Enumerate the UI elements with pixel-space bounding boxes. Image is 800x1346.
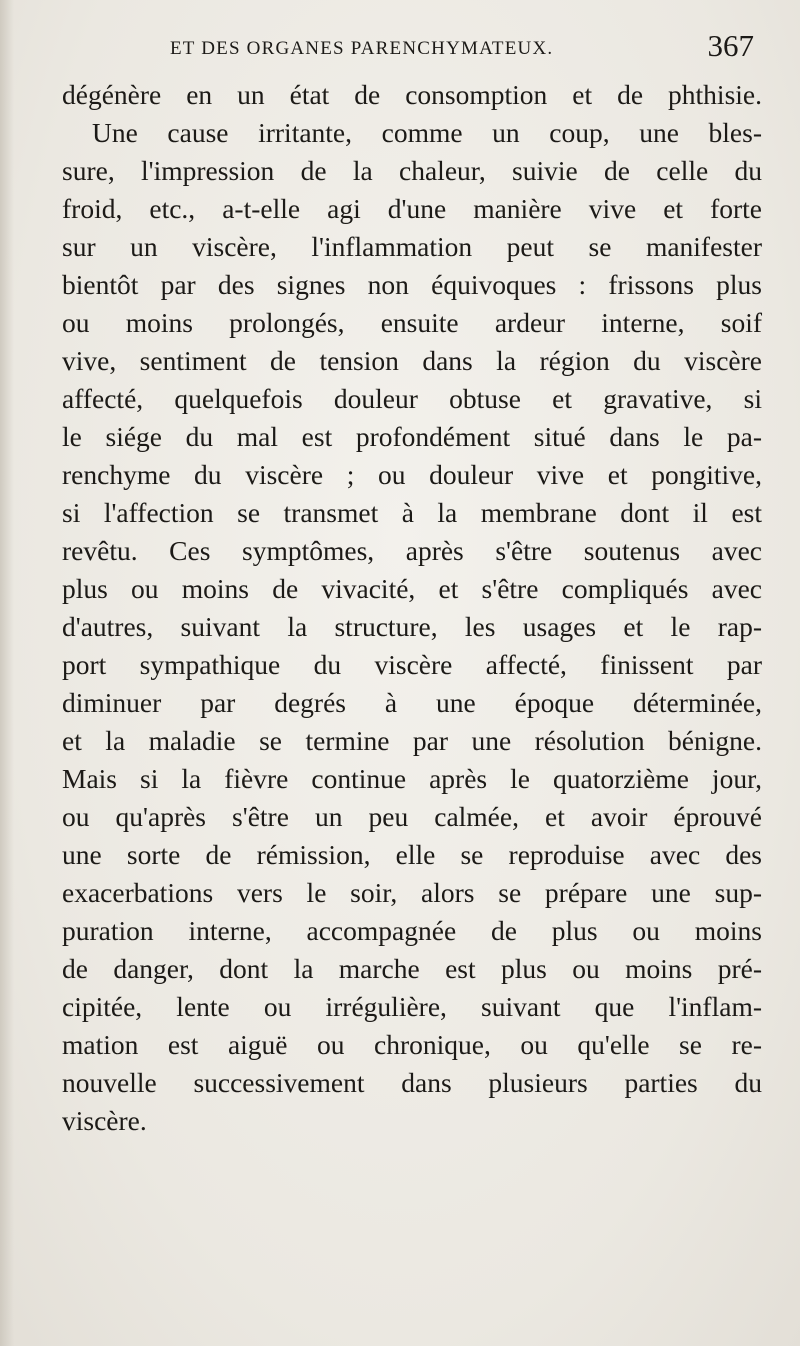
body-text — [62, 76, 762, 1140]
text-line: diminuer par degrés à une époque déterminée, — [62, 687, 762, 718]
text-line: cipitée, lente ou irrégulière, suivant que l'inflam- — [62, 991, 762, 1022]
text-line: exacerbations vers le soir, alors se prépare une sup- — [62, 877, 762, 908]
text-line: froid, etc., a-t-elle agi d'une manière vive et forte — [62, 193, 762, 224]
text-line: vive, sentiment de tension dans la région du viscère — [62, 345, 762, 376]
text-line: si l'affection se transmet à la membrane dont il est — [62, 497, 762, 528]
text-line: mation est aiguë ou chronique, ou qu'elle se re- — [62, 1029, 762, 1060]
text-line: port sympathique du viscère affecté, finissent par — [62, 649, 762, 680]
text-line: Mais si la fièvre continue après le quatorzième jour, — [62, 763, 762, 794]
text-line: sure, l'impression de la chaleur, suivie de celle du — [62, 155, 762, 186]
text-line: de danger, dont la marche est plus ou moins pré- — [62, 953, 762, 984]
text-line: ou qu'après s'être un peu calmée, et avoir éprouvé — [62, 801, 762, 832]
text-line: le siége du mal est profondément situé dans le pa- — [62, 421, 762, 452]
text-line: revêtu. Ces symptômes, après s'être soutenus avec — [62, 535, 762, 566]
running-head: ET DES ORGANES PARENCHYMATEUX. — [170, 38, 554, 59]
text-line: d'autres, suivant la structure, les usages et le rap- — [62, 611, 762, 642]
page-gutter-shadow — [0, 0, 14, 1346]
page-number: 367 — [707, 28, 754, 63]
text-line: renchyme du viscère ; ou douleur vive et pongitive, — [62, 459, 762, 490]
text-line: puration interne, accompagnée de plus ou moins — [62, 915, 762, 946]
text-line: nouvelle successivement dans plusieurs parties du — [62, 1067, 762, 1098]
text-line: dégénère en un état de consomption et de phthisie. — [62, 79, 762, 110]
text-line: une sorte de rémission, elle se reproduise avec des — [62, 839, 762, 870]
text-line: plus ou moins de vivacité, et s'être compliqués avec — [62, 573, 762, 604]
paragraph-start-line: Une cause irritante, comme un coup, une bles- — [92, 117, 762, 148]
text-line: et la maladie se termine par une résolution bénigne. — [62, 725, 762, 756]
paragraph-end-line: viscère. — [62, 1105, 147, 1136]
text-line: bientôt par des signes non équivoques : frissons plus — [62, 269, 762, 300]
text-line: sur un viscère, l'inflammation peut se manifester — [62, 231, 762, 262]
page-header — [62, 30, 762, 72]
text-line: ou moins prolongés, ensuite ardeur interne, soif — [62, 307, 762, 338]
text-line: affecté, quelquefois douleur obtuse et gravative, si — [62, 383, 762, 414]
